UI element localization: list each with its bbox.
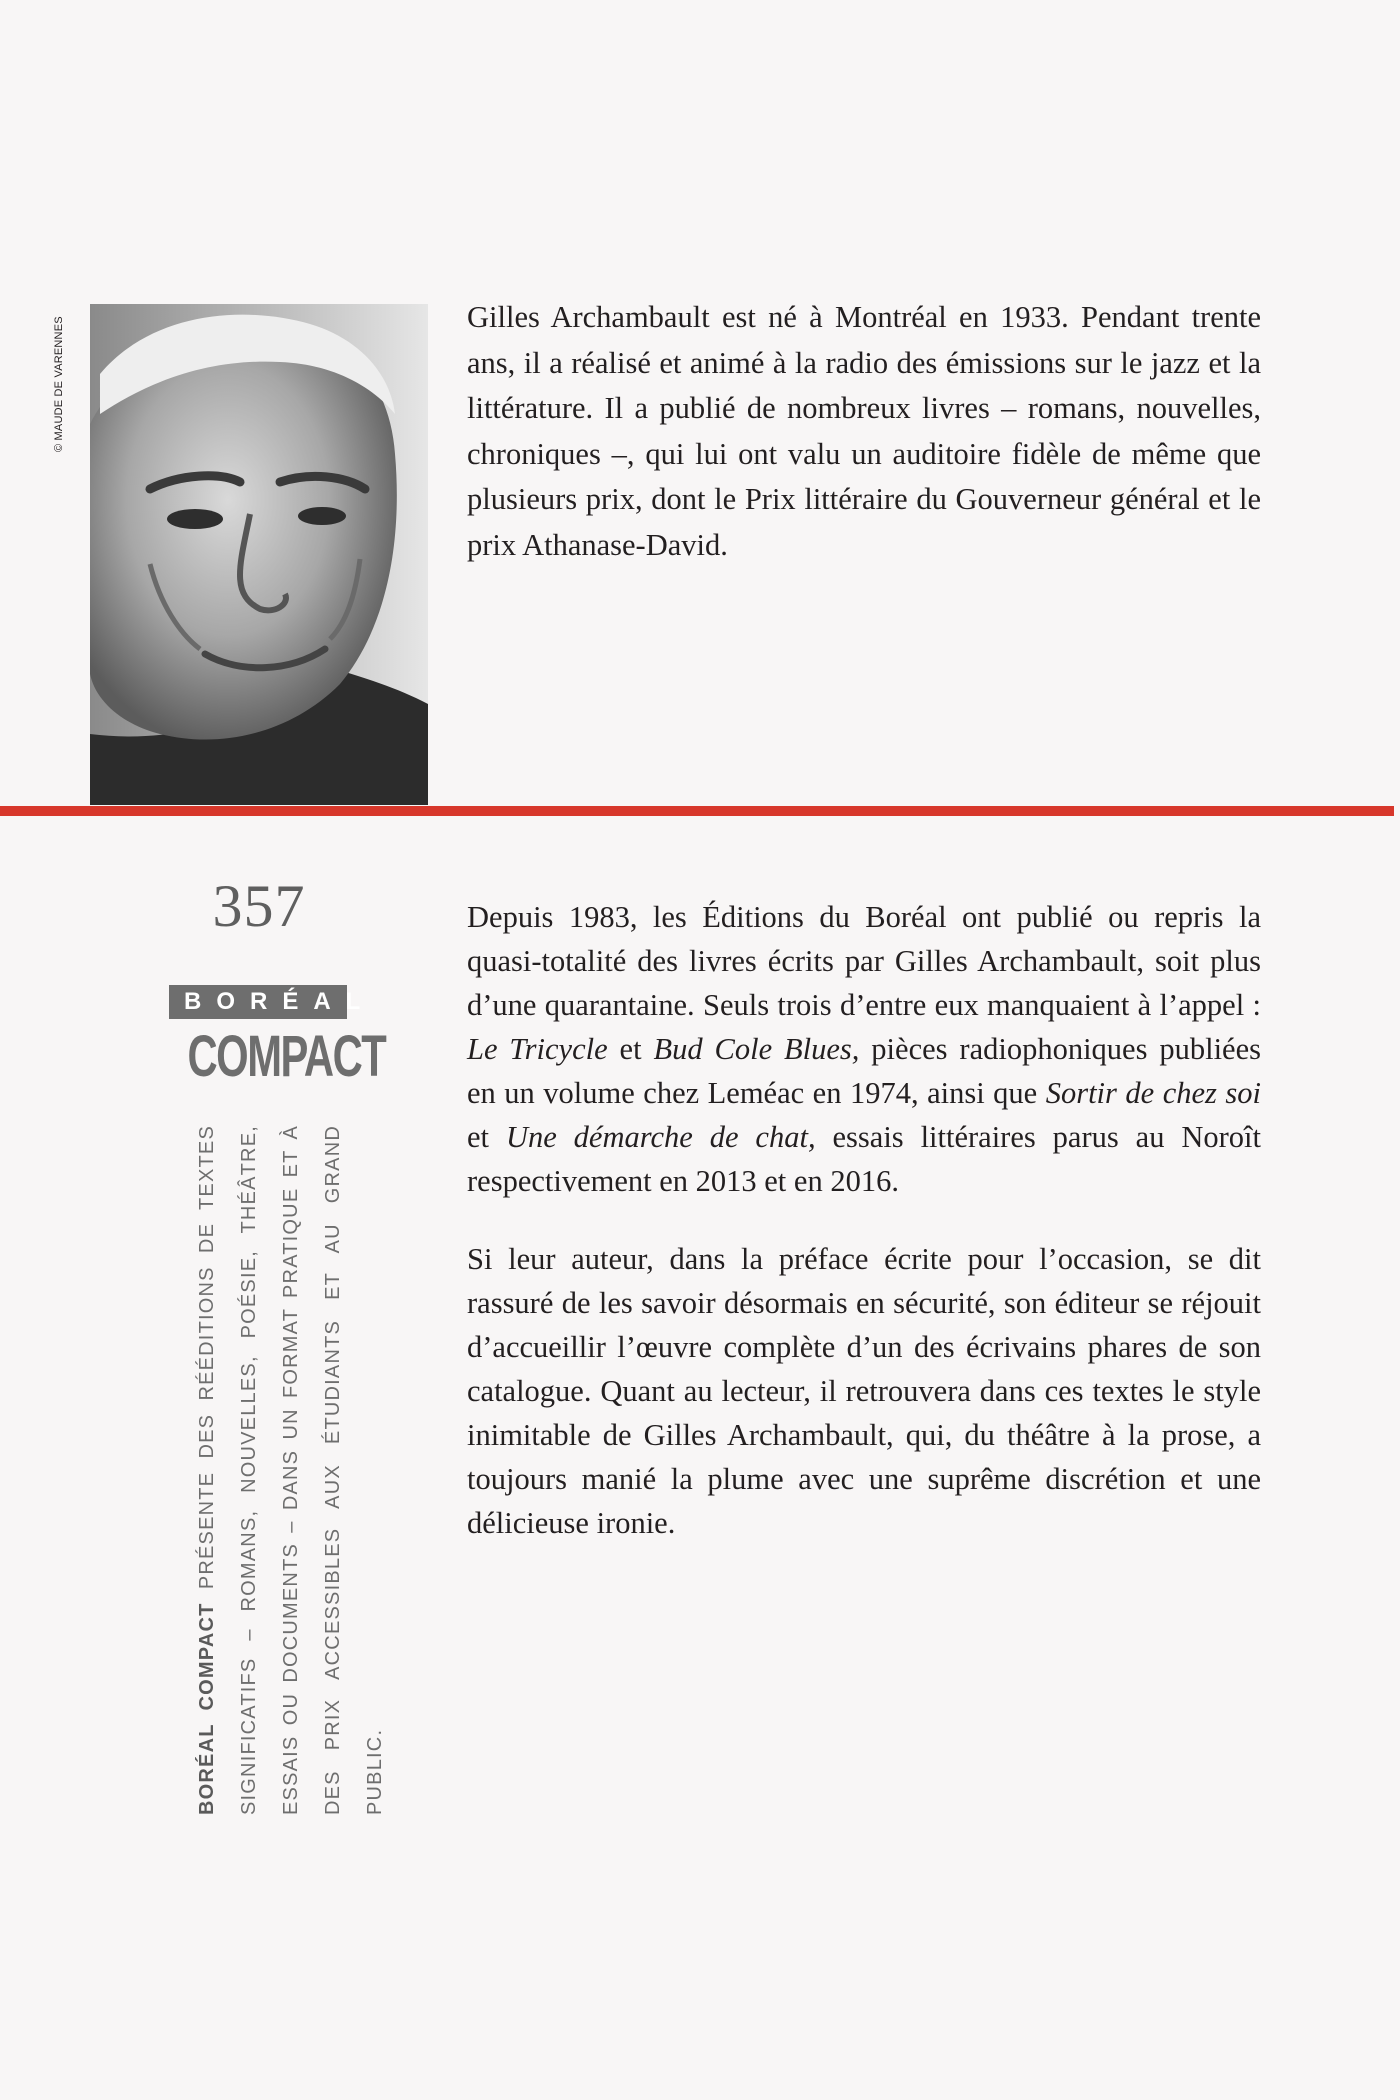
series-description-brand: BORÉAL COMPACT xyxy=(196,1602,218,1815)
accent-rule xyxy=(0,806,1394,816)
title-bud-cole-blues: Bud Cole Blues, xyxy=(653,1032,860,1066)
title-une-demarche-de-chat: Une démarche de chat, xyxy=(505,1120,816,1154)
paragraph-1-text-e: essais littéraires parus au Noroît respectivement en 2013 et en 2016. xyxy=(467,1120,1261,1198)
author-portrait-image xyxy=(90,304,428,805)
paragraph-1-text-a: Depuis 1983, les Éditions du Boréal ont publié ou repris la quasi-totalité des livres écrits par Gilles Archambault, soit plus d’une quarantaine. Seuls trois d’entre eux manquaient à l’appel : xyxy=(467,900,1261,1022)
author-bio: Gilles Archambault est né à Montréal en 1933. Pendant trente ans, il a réalisé et animé à la radio des émissions sur le jazz et la littérature. Il a publié de nombreux livres – romans, nouvelles, chroniques –, qui lui ont valu un auditoire fidèle de même que plusieurs prix, dont le Prix littéraire du Gouverneur général et le prix Athanase-David. xyxy=(467,300,1261,562)
paragraph-1-text-b: et xyxy=(607,1032,654,1066)
paragraph-1-text-c: pièces radiophoniques publiées en un volume chez Leméac en 1974, ainsi que xyxy=(467,1032,1262,1110)
book-description xyxy=(467,895,1261,1579)
author-portrait xyxy=(90,304,428,805)
brand-logo-boreal: BORÉAL xyxy=(169,985,347,1019)
title-sortir-de-chez-soi: Sortir de chez soi xyxy=(1045,1076,1261,1110)
book-description-paragraph-1 xyxy=(467,895,1261,1203)
title-le-tricycle: Le Tricycle xyxy=(467,1032,608,1066)
photo-credit: © MAUDE DE VARENNES xyxy=(53,316,65,452)
series-description-text: PRÉSENTE DES RÉÉDITIONS DE TEXTES SIGNIFICATIFS – ROMANS, NOUVELLES, POÉSIE, THÉÂTRE, ESSAIS OU DOCUMENTS – DANS UN FORMAT PRATIQUE ET À DES PRIX ACCESSIBLES AUX ÉTUDIANTS ET AU GRAND PUBLIC. xyxy=(196,1125,386,1815)
brand-logo-compact: COMPACT xyxy=(187,1024,386,1089)
book-description-paragraph-2: Si leur auteur, dans la préface écrite pour l’occasion, se dit rassuré de les savoir désormais en sécurité, son éditeur se réjouit d’accueillir l’œuvre complète d’un des écrivains phares de son catalogue. Quant au lecteur, il retrouvera dans ces textes le style inimitable de Gilles Archambault, qui, du théâtre à la prose, a toujours manié la plume avec une suprême discrétion et une délicieuse ironie. xyxy=(467,1242,1261,1540)
series-description xyxy=(186,1125,396,1815)
paragraph-1-text-d: et xyxy=(467,1120,506,1154)
series-number: 357 xyxy=(212,873,306,939)
